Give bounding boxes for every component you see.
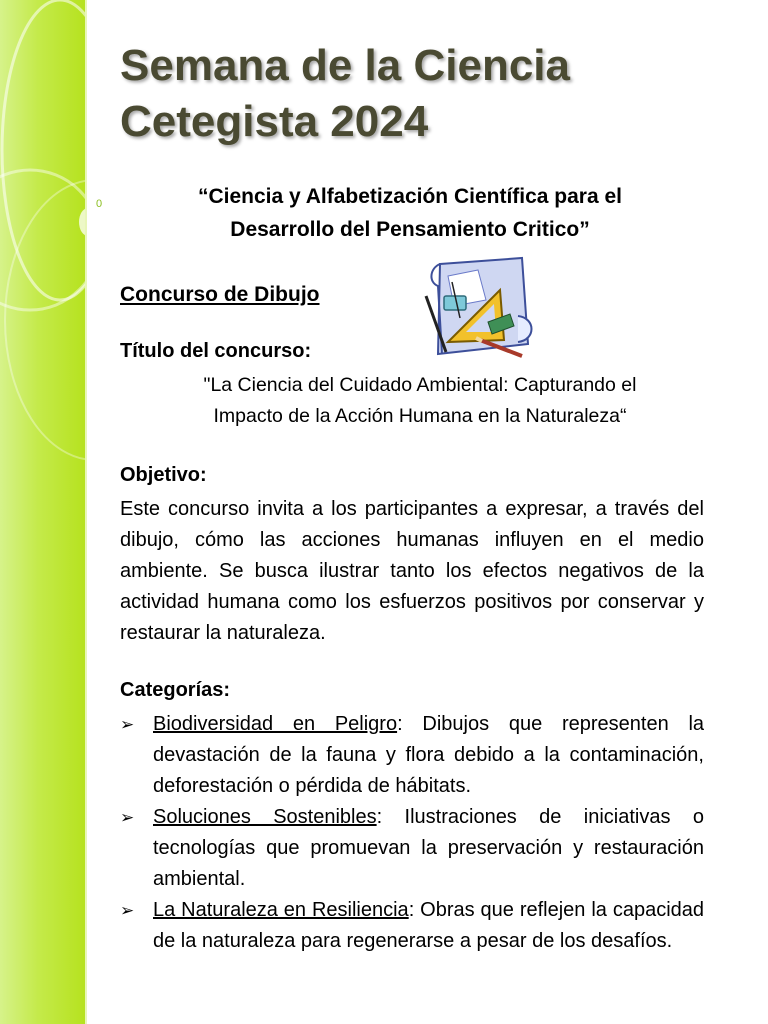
title-line: Cetegista 2024: [120, 97, 429, 146]
contest-title-line: "La Ciencia del Cuidado Ambiental: Capturando el: [203, 374, 637, 396]
category-description: : Ilustraciones de iniciativas o tecnologías que promuevan la preservación y restauración ambiental.: [153, 806, 704, 890]
contest-title-label: Título del concurso:: [120, 340, 312, 362]
category-description: : Obras que reflejen la capacidad de la naturaleza para regenerarse a pesar de los desafíos.: [153, 899, 705, 952]
categories-list: [120, 709, 704, 957]
sidebar-divider: [85, 0, 87, 1024]
page-title: [120, 38, 740, 150]
title-line: Semana de la Ciencia: [120, 41, 570, 90]
category-item: [120, 802, 704, 895]
objective-text: Este concurso invita a los participantes a expresar, a través del dibujo, cómo las acciones humanas influyen en el medio ambiente. Se busca ilustrar tanto los efectos negativos de la actividad humana como los esfuerzos positivos por conservar y restaurar la naturaleza.: [120, 498, 704, 644]
category-item: [120, 895, 704, 957]
category-description: : Dibujos que representen la devastación de la fauna y flora debido a la contaminación, deforestación o pérdida de hábitats.: [153, 713, 705, 797]
event-theme: [110, 180, 710, 246]
category-name: Biodiversidad en Peligro: [153, 713, 398, 735]
sidebar-swirl-decoration: [0, 0, 85, 1024]
decorative-sidebar: [0, 0, 85, 1024]
categories-label: Categorías:: [120, 679, 231, 701]
theme-line: “Ciencia y Alfabetización Científica para el: [197, 185, 623, 208]
category-name: La Naturaleza en Resiliencia: [153, 899, 409, 921]
arrow-bullet-icon: ➢: [120, 808, 135, 827]
contest-title-line: Impacto de la Acción Humana en la Naturaleza“: [213, 405, 627, 427]
objective-label: Objetivo:: [120, 464, 207, 486]
arrow-bullet-icon: ➢: [120, 901, 135, 920]
contest-title: [130, 370, 710, 432]
slide-number: 0: [96, 198, 103, 210]
category-item: [120, 709, 704, 802]
category-name: Soluciones Sostenibles: [153, 806, 377, 828]
drawing-tools-clipart-icon: [418, 256, 536, 364]
section-heading: Concurso de Dibujo: [120, 283, 320, 306]
arrow-bullet-icon: ➢: [120, 715, 135, 734]
theme-line: Desarrollo del Pensamiento Critico”: [230, 218, 590, 241]
